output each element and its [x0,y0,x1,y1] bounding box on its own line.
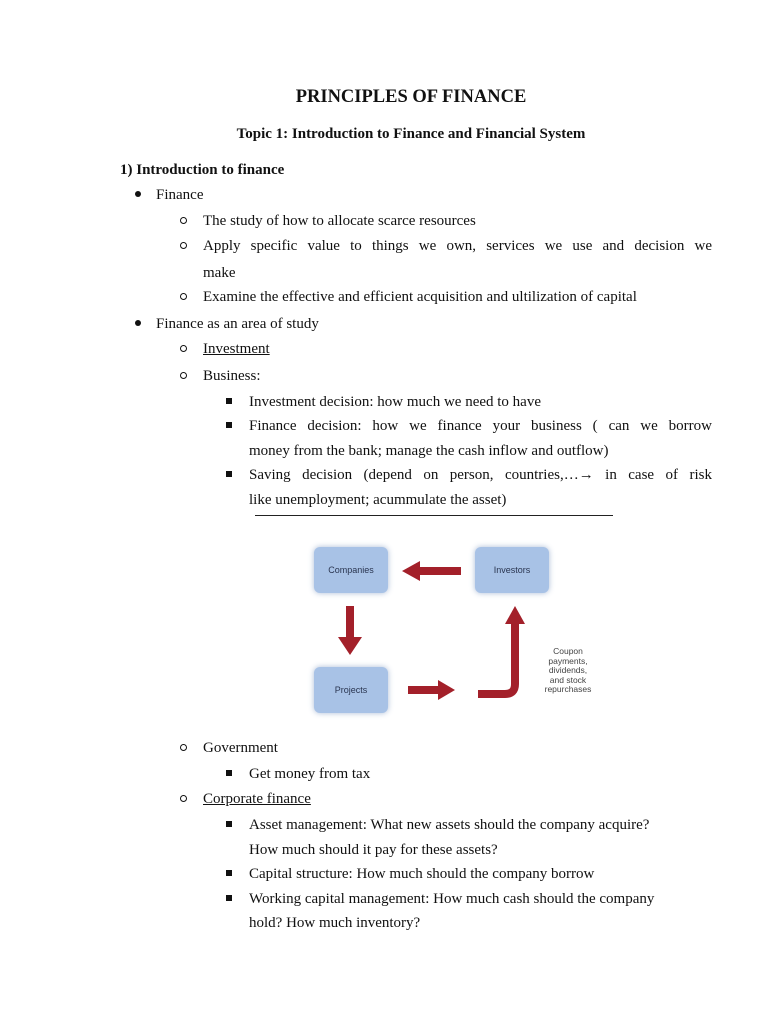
finance-item-3: Examine the effective and efficient acquisition and ultilization of capital [203,289,637,305]
bullet-square [226,770,232,776]
bullet-dot [135,191,141,197]
investors-box: Investors [475,547,549,593]
arrow-left [402,561,461,581]
finance-label: Finance [156,187,204,203]
area-label: Finance as an area of study [156,316,319,332]
arrow-up-curve [478,622,515,694]
corporate-finance-label: Corporate finance [203,791,311,807]
business-item-2: Finance decision: how we finance your business ( can we borrow [249,418,712,434]
bullet-circle [180,242,187,249]
bullet-circle [180,795,187,802]
finance-item-1: The study of how to allocate scarce resources [203,213,476,229]
business-label: Business: [203,368,261,384]
page-title: PRINCIPLES OF FINANCE [295,87,527,107]
investment-label: Investment [203,341,270,357]
bullet-square [226,422,232,428]
government-item-1: Get money from tax [249,766,371,782]
government-label: Government [203,740,278,756]
bullet-circle [180,217,187,224]
business-item-2-cont: money from the bank; manage the cash inflow and outflow) [249,443,609,459]
bullet-circle [180,345,187,352]
bullet-circle [180,293,187,300]
arrow-down [338,606,362,655]
bullet-square [226,895,232,901]
companies-box: Companies [314,547,388,593]
business-item-1: Investment decision: how much we need to have [249,394,542,410]
business-item-3: Saving decision (depend on person, countries,…→ in case of risk [249,467,712,483]
coupon-note: Coupon payments, dividends, and stock repurchases [544,646,592,694]
corporate-item-3: Working capital management: How much cash should the company [249,891,655,907]
finance-item-2-cont: make [203,265,236,281]
topic-heading: Topic 1: Introduction to Finance and Financial System [236,126,586,142]
bullet-square [226,821,232,827]
horizontal-rule [255,515,613,516]
corporate-item-2: Capital structure: How much should the company borrow [249,866,595,882]
business-item-3-cont: like unemployment; acummulate the asset) [249,492,507,508]
bullet-square [226,870,232,876]
arrow-up-head [505,606,525,624]
finance-item-2: Apply specific value to things we own, services we use and decision we [203,238,712,254]
bullet-dot [135,320,141,326]
arrow-right [408,680,455,700]
bullet-square [226,398,232,404]
corporate-item-1: Asset management: What new assets should the company acquire? [249,817,650,833]
bullet-square [226,471,232,477]
projects-box: Projects [314,667,388,713]
section-heading: 1) Introduction to finance [120,162,285,178]
corporate-item-3-cont: hold? How much inventory? [249,915,421,931]
corporate-item-1-cont: How much should it pay for these assets? [249,842,498,858]
bullet-circle [180,744,187,751]
bullet-circle [180,372,187,379]
